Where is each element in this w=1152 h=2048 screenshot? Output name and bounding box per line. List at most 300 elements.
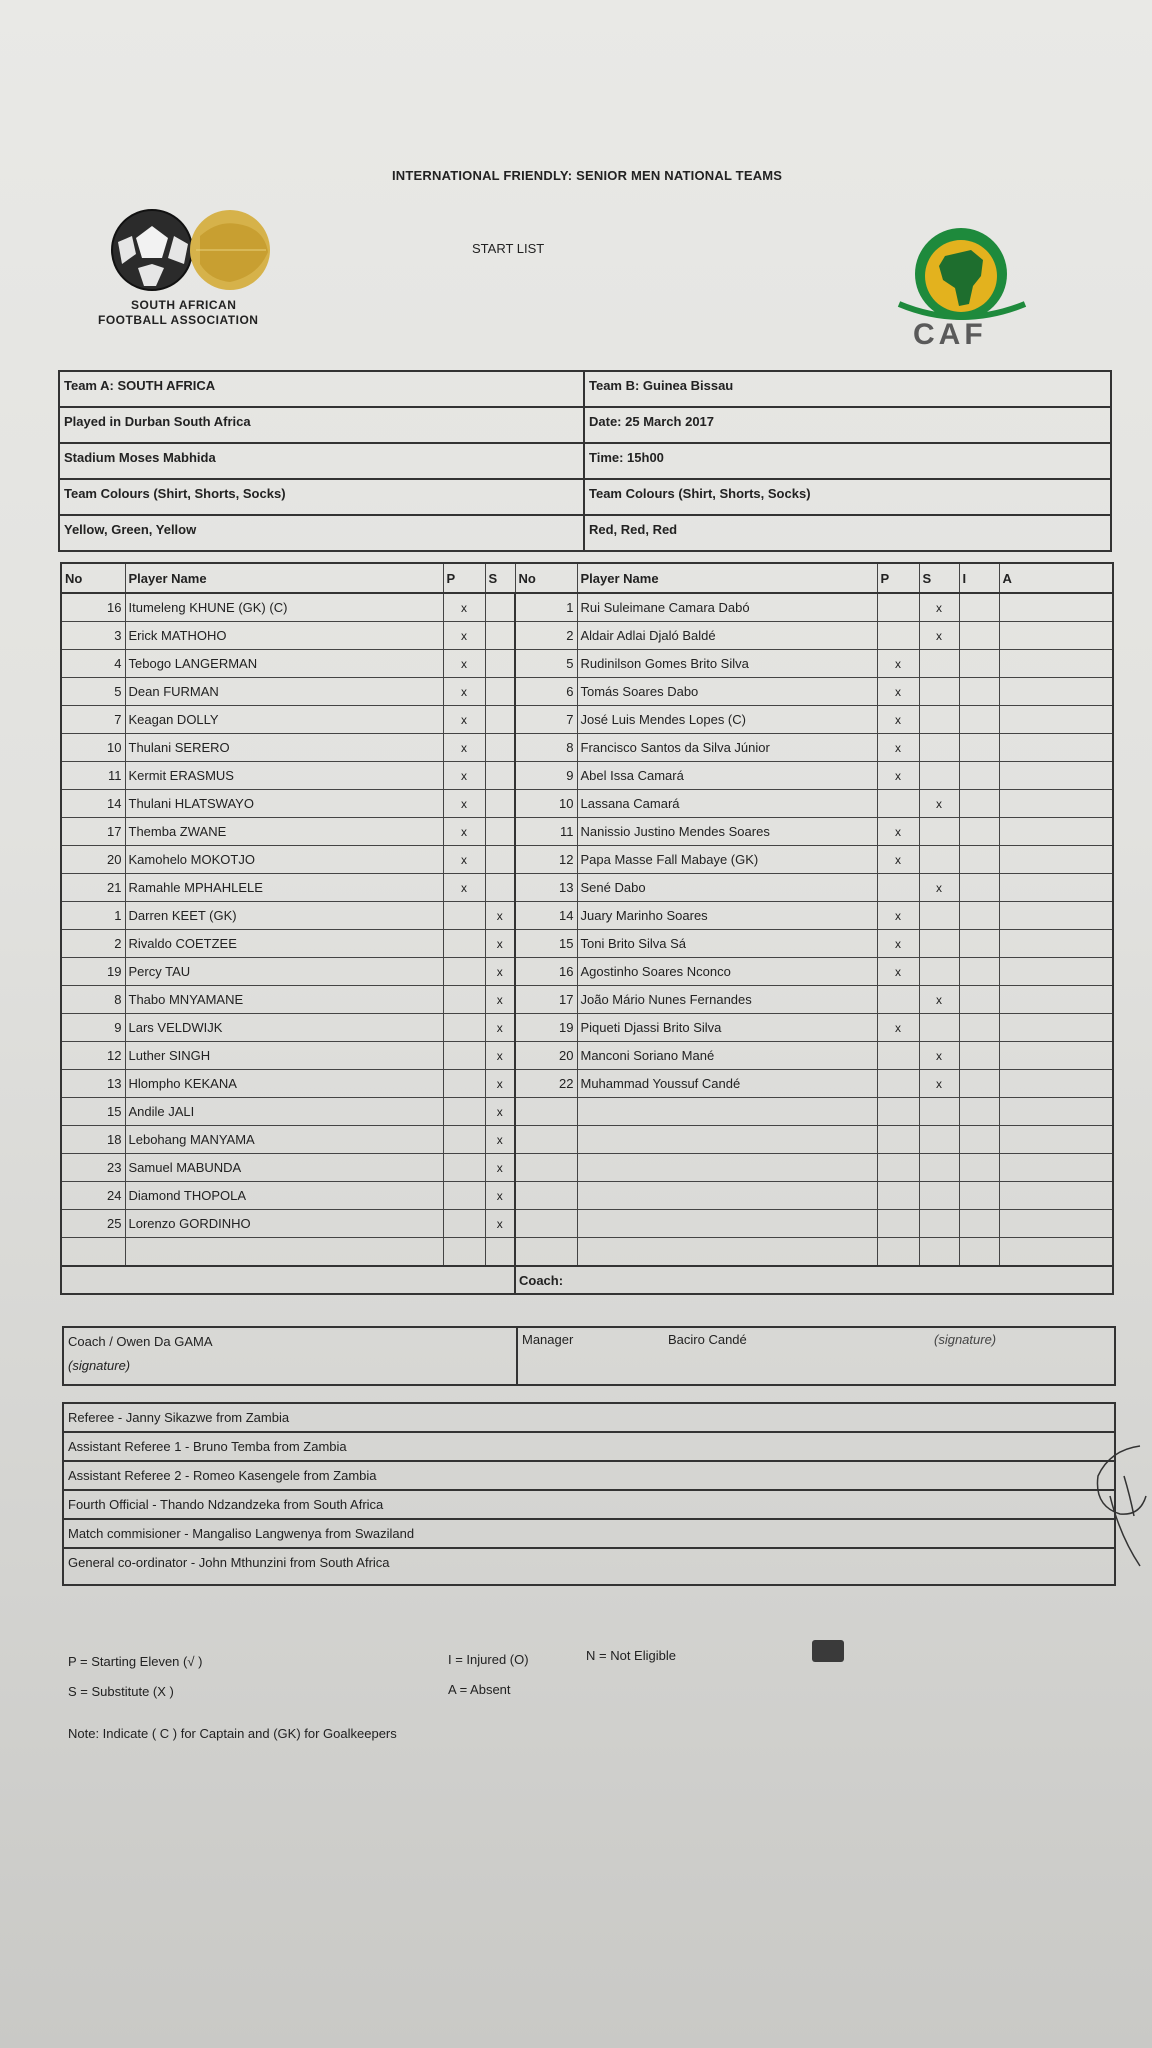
team-a-p-mark [443,1042,485,1070]
team-b-i-mark [959,622,999,650]
team-b-p-mark: x [877,678,919,706]
team-a-player-name: Luther SINGH [125,1042,443,1070]
date-cell: Date: 25 March 2017 [589,414,715,429]
player-row [61,678,1113,706]
team-b-s-mark [919,706,959,734]
team-b-player-name [577,1182,877,1210]
team-b-cell: Team B: Guinea Bissau [589,378,734,393]
team-b-a-mark [999,790,1113,818]
team-a-p-mark [443,930,485,958]
time-cell: Time: 15h00 [589,450,664,465]
colours-label-b: Team Colours (Shirt, Shorts, Socks) [589,486,811,501]
player-row [61,622,1113,650]
team-a-number: 10 [61,734,125,762]
team-a-s-mark: x [485,1014,515,1042]
team-b-a-mark [999,650,1113,678]
team-a-player-name: Diamond THOPOLA [125,1182,443,1210]
team-a-s-mark [485,593,515,622]
team-b-p-mark [877,790,919,818]
legend-s: S = Substitute (X ) [68,1684,174,1699]
player-row [61,650,1113,678]
team-a-s-mark [485,818,515,846]
team-b-player-name: Muhammad Youssuf Candé [577,1070,877,1098]
player-row [61,734,1113,762]
team-b-s-mark: x [919,1070,959,1098]
team-a-player-name: Tebogo LANGERMAN [125,650,443,678]
team-a-s-mark [485,678,515,706]
team-a-p-mark [443,1238,485,1267]
coach-a-name: Coach / Owen Da GAMA [68,1334,213,1349]
player-row [61,818,1113,846]
team-b-a-mark [999,678,1113,706]
team-b-s-mark: x [919,790,959,818]
team-b-p-mark [877,1070,919,1098]
player-row [61,846,1113,874]
player-row [61,1014,1113,1042]
safa-line1: SOUTH AFRICAN [131,298,237,312]
team-b-p-mark [877,622,919,650]
team-b-number: 10 [515,790,577,818]
team-b-a-mark [999,1098,1113,1126]
col-i-b: I [959,563,999,593]
team-a-s-mark: x [485,1210,515,1238]
team-a-number: 13 [61,1070,125,1098]
team-a-player-name: Kermit ERASMUS [125,762,443,790]
team-a-number: 23 [61,1154,125,1182]
info-row [60,408,1110,444]
team-a-s-mark [485,762,515,790]
team-b-p-mark [877,874,919,902]
team-b-p-mark [877,1098,919,1126]
info-row [60,372,1110,408]
team-a-p-mark: x [443,874,485,902]
manager-label: Manager [522,1332,574,1347]
team-b-i-mark [959,958,999,986]
team-a-p-mark [443,1126,485,1154]
team-b-a-mark [999,986,1113,1014]
team-b-a-mark [999,622,1113,650]
player-row [61,706,1113,734]
played-in-cell: Played in Durban South Africa [60,408,585,442]
team-a-number: 8 [61,986,125,1014]
team-b-player-name: João Mário Nunes Fernandes [577,986,877,1014]
team-b-i-mark [959,1210,999,1238]
player-row [61,1154,1113,1182]
team-b-s-mark [919,846,959,874]
team-a-player-name: Samuel MABUNDA [125,1154,443,1182]
team-b-i-mark [959,1126,999,1154]
col-name-b: Player Name [577,563,877,593]
team-a-player-name: Erick MATHOHO [125,622,443,650]
team-b-number: 14 [515,902,577,930]
caf-text: CAF [913,318,987,351]
team-b-a-mark [999,930,1113,958]
team-b-player-name: Rui Suleimane Camara Dabó [577,593,877,622]
official-coordinator: General co-ordinator - John Mthunzini from South Africa [68,1555,390,1570]
team-a-s-mark [485,874,515,902]
team-b-a-mark [999,902,1113,930]
team-a-p-mark: x [443,593,485,622]
team-b-player-name: Piqueti Djassi Brito Silva [577,1014,877,1042]
team-b-s-mark [919,734,959,762]
team-b-number: 16 [515,958,577,986]
official-referee: Referee - Janny Sikazwe from Zambia [64,1404,1114,1433]
team-b-a-mark [999,734,1113,762]
team-a-p-mark [443,1070,485,1098]
team-b-number: 17 [515,986,577,1014]
player-row [61,593,1113,622]
team-b-p-mark: x [877,706,919,734]
info-row [60,480,1110,516]
player-row [61,1070,1113,1098]
document-subtitle: START LIST [472,241,545,256]
team-b-i-mark [959,1014,999,1042]
team-a-p-mark: x [443,622,485,650]
team-b-i-mark [959,818,999,846]
info-row [60,516,1110,550]
team-a-player-name: Itumeleng KHUNE (GK) (C) [125,593,443,622]
player-row [61,790,1113,818]
team-a-p-mark: x [443,706,485,734]
team-a-s-mark [485,706,515,734]
players-header-row [61,563,1113,593]
team-a-s-mark: x [485,1126,515,1154]
caf-logo [893,226,1033,356]
team-a-number: 12 [61,1042,125,1070]
team-a-number: 16 [61,593,125,622]
coach-manager-box [62,1326,1116,1386]
player-row [61,1126,1113,1154]
col-no-a: No [61,563,125,593]
team-b-a-mark [999,818,1113,846]
team-b-a-mark [999,846,1113,874]
team-b-number: 5 [515,650,577,678]
colours-b: Red, Red, Red [589,522,678,537]
team-a-player-name: Themba ZWANE [125,818,443,846]
player-row [61,958,1113,986]
team-b-number: 20 [515,1042,577,1070]
team-b-s-mark [919,1154,959,1182]
team-b-p-mark [877,986,919,1014]
team-a-s-mark: x [485,986,515,1014]
team-b-number: 19 [515,1014,577,1042]
safa-line2: FOOTBALL ASSOCIATION [98,313,259,327]
team-b-s-mark [919,958,959,986]
team-b-i-mark [959,593,999,622]
team-b-a-mark [999,1126,1113,1154]
team-a-p-mark: x [443,650,485,678]
team-b-p-mark [877,1154,919,1182]
team-a-player-name: Ramahle MPHAHLELE [125,874,443,902]
team-a-s-mark: x [485,1070,515,1098]
team-a-player-name: Thabo MNYAMANE [125,986,443,1014]
colours-label-a: Team Colours (Shirt, Shorts, Socks) [60,480,585,514]
team-b-number [515,1126,577,1154]
team-b-player-name: Tomás Soares Dabo [577,678,877,706]
team-b-i-mark [959,678,999,706]
team-a-p-mark [443,986,485,1014]
team-a-number: 21 [61,874,125,902]
team-a-s-mark [485,1238,515,1267]
coach-b-cell: Coach: [515,1266,1113,1294]
player-row [61,1238,1113,1267]
team-b-number: 7 [515,706,577,734]
team-b-i-mark [959,1154,999,1182]
team-b-p-mark: x [877,846,919,874]
team-a-cell: Team A: SOUTH AFRICA [60,372,585,406]
team-a-number: 11 [61,762,125,790]
team-b-player-name [577,1126,877,1154]
team-a-player-name: Percy TAU [125,958,443,986]
team-a-p-mark [443,1154,485,1182]
team-a-number: 15 [61,1098,125,1126]
team-b-number [515,1182,577,1210]
col-a-b: A [999,563,1113,593]
col-no-b: No [515,563,577,593]
team-a-number: 3 [61,622,125,650]
col-name-a: Player Name [125,563,443,593]
team-b-i-mark [959,930,999,958]
legend-a: A = Absent [448,1682,511,1697]
team-a-p-mark [443,1210,485,1238]
team-b-s-mark [919,1238,959,1267]
team-a-number: 2 [61,930,125,958]
team-b-a-mark [999,874,1113,902]
player-row [61,1042,1113,1070]
team-b-p-mark [877,1238,919,1267]
team-b-a-mark [999,958,1113,986]
team-b-a-mark [999,1070,1113,1098]
team-b-number [515,1098,577,1126]
team-b-number [515,1210,577,1238]
team-b-p-mark: x [877,958,919,986]
team-a-number: 4 [61,650,125,678]
col-s-b: S [919,563,959,593]
team-b-s-mark [919,678,959,706]
team-a-player-name: Andile JALI [125,1098,443,1126]
stadium-cell: Stadium Moses Mabhida [60,444,585,478]
team-a-p-mark [443,1098,485,1126]
col-s-a: S [485,563,515,593]
team-b-player-name: Francisco Santos da Silva Júnior [577,734,877,762]
team-b-player-name: Juary Marinho Soares [577,902,877,930]
player-row [61,1182,1113,1210]
player-row [61,986,1113,1014]
team-a-s-mark [485,790,515,818]
team-b-number: 1 [515,593,577,622]
team-a-player-name: Dean FURMAN [125,678,443,706]
team-b-player-name [577,1210,877,1238]
team-a-player-name: Thulani SERERO [125,734,443,762]
team-b-number: 9 [515,762,577,790]
team-b-player-name: Abel Issa Camará [577,762,877,790]
team-a-number: 17 [61,818,125,846]
team-b-player-name [577,1154,877,1182]
team-b-p-mark: x [877,762,919,790]
team-b-number: 12 [515,846,577,874]
team-a-player-name: Rivaldo COETZEE [125,930,443,958]
team-b-i-mark [959,902,999,930]
team-a-player-name: Hlompho KEKANA [125,1070,443,1098]
team-b-i-mark [959,734,999,762]
team-b-number [515,1154,577,1182]
team-b-a-mark [999,1154,1113,1182]
team-b-s-mark [919,1182,959,1210]
player-row [61,902,1113,930]
caf-emblem-icon [893,226,1033,322]
team-b-i-mark [959,1182,999,1210]
player-row [61,874,1113,902]
team-b-s-mark [919,762,959,790]
player-row [61,1098,1113,1126]
team-a-s-mark: x [485,1098,515,1126]
team-a-number: 14 [61,790,125,818]
safa-ball-icon [108,206,278,296]
team-b-p-mark [877,1182,919,1210]
player-row [61,930,1113,958]
team-b-i-mark [959,846,999,874]
player-row [61,762,1113,790]
team-a-p-mark: x [443,762,485,790]
official-fourth: Fourth Official - Thando Ndzandzeka from South Africa [64,1491,1114,1520]
manager-name: Baciro Candé [668,1332,747,1347]
team-b-p-mark [877,1042,919,1070]
team-a-player-name [125,1238,443,1267]
team-b-player-name: Nanissio Justino Mendes Soares [577,818,877,846]
team-b-a-mark [999,762,1113,790]
manager-signature: (signature) [934,1332,997,1347]
team-a-number: 20 [61,846,125,874]
team-b-s-mark [919,1126,959,1154]
team-a-p-mark: x [443,678,485,706]
team-a-s-mark: x [485,930,515,958]
team-a-s-mark: x [485,902,515,930]
official-assistant-2: Assistant Referee 2 - Romeo Kasengele from Zambia [64,1462,1114,1491]
team-b-p-mark [877,1210,919,1238]
team-a-p-mark [443,958,485,986]
team-a-p-mark [443,1182,485,1210]
team-b-number: 11 [515,818,577,846]
team-b-player-name: José Luis Mendes Lopes (C) [577,706,877,734]
team-b-a-mark [999,1238,1113,1267]
team-b-number: 15 [515,930,577,958]
player-rows [61,593,1113,1266]
team-b-p-mark: x [877,818,919,846]
team-b-p-mark: x [877,650,919,678]
legend-i: I = Injured (O) [448,1652,529,1667]
players-table [60,562,1114,1295]
player-row [61,1210,1113,1238]
team-b-number [515,1238,577,1267]
team-a-s-mark: x [485,1154,515,1182]
coach-a-signature: (signature) [68,1358,131,1373]
team-a-p-mark: x [443,790,485,818]
team-b-player-name: Sené Dabo [577,874,877,902]
team-a-s-mark: x [485,958,515,986]
coach-a-empty-cell [61,1266,515,1294]
team-b-a-mark [999,1182,1113,1210]
team-b-a-mark [999,1210,1113,1238]
team-b-number: 6 [515,678,577,706]
team-a-p-mark: x [443,846,485,874]
team-a-number: 24 [61,1182,125,1210]
team-b-i-mark [959,1070,999,1098]
team-a-number: 9 [61,1014,125,1042]
team-a-player-name: Darren KEET (GK) [125,902,443,930]
team-b-i-mark [959,706,999,734]
legend-p: P = Starting Eleven (√ ) [68,1654,203,1669]
team-b-player-name: Toni Brito Silva Sá [577,930,877,958]
team-b-s-mark [919,650,959,678]
team-a-number: 18 [61,1126,125,1154]
team-a-number: 19 [61,958,125,986]
coach-row [61,1266,1113,1294]
team-b-i-mark [959,1042,999,1070]
team-b-a-mark [999,706,1113,734]
team-b-p-mark [877,1126,919,1154]
team-a-number: 1 [61,902,125,930]
team-b-player-name [577,1238,877,1267]
safa-logo [98,206,278,327]
team-a-p-mark [443,902,485,930]
legend-note: Note: Indicate ( C ) for Captain and (GK) for Goalkeepers [68,1726,397,1741]
team-a-s-mark [485,846,515,874]
team-a-number: 7 [61,706,125,734]
team-b-player-name: Aldair Adlai Djaló Baldé [577,622,877,650]
team-b-player-name: Agostinho Soares Nconco [577,958,877,986]
team-b-p-mark: x [877,1014,919,1042]
official-assistant-1: Assistant Referee 1 - Bruno Temba from Zambia [64,1433,1114,1462]
col-p-a: P [443,563,485,593]
team-b-s-mark [919,1210,959,1238]
team-b-player-name: Papa Masse Fall Mabaye (GK) [577,846,877,874]
team-a-player-name: Keagan DOLLY [125,706,443,734]
team-b-number: 22 [515,1070,577,1098]
document-title: INTERNATIONAL FRIENDLY: SENIOR MEN NATIONAL TEAMS [392,168,783,183]
team-b-player-name: Lassana Camará [577,790,877,818]
team-a-player-name: Lebohang MANYAMA [125,1126,443,1154]
team-a-player-name: Kamohelo MOKOTJO [125,846,443,874]
team-b-i-mark [959,1238,999,1267]
team-b-a-mark [999,593,1113,622]
team-a-s-mark: x [485,1182,515,1210]
col-p-b: P [877,563,919,593]
colours-a: Yellow, Green, Yellow [60,516,585,550]
team-b-number: 13 [515,874,577,902]
team-b-player-name: Rudinilson Gomes Brito Silva [577,650,877,678]
team-a-p-mark [443,1014,485,1042]
team-a-number: 25 [61,1210,125,1238]
signature-scribble-icon [1090,1436,1150,1576]
team-a-s-mark [485,650,515,678]
team-b-number: 2 [515,622,577,650]
team-b-s-mark [919,818,959,846]
team-b-i-mark [959,790,999,818]
team-b-a-mark [999,1042,1113,1070]
info-row [60,444,1110,480]
team-b-s-mark: x [919,874,959,902]
team-b-player-name [577,1098,877,1126]
match-info-table [58,370,1112,552]
team-b-p-mark [877,593,919,622]
officials-box [62,1402,1116,1586]
team-b-i-mark [959,762,999,790]
team-b-i-mark [959,986,999,1014]
team-b-s-mark: x [919,593,959,622]
legend-n: N = Not Eligible [586,1648,676,1663]
team-b-number: 8 [515,734,577,762]
official-commissioner: Match commisioner - Mangaliso Langwenya from Swaziland [64,1520,1114,1549]
